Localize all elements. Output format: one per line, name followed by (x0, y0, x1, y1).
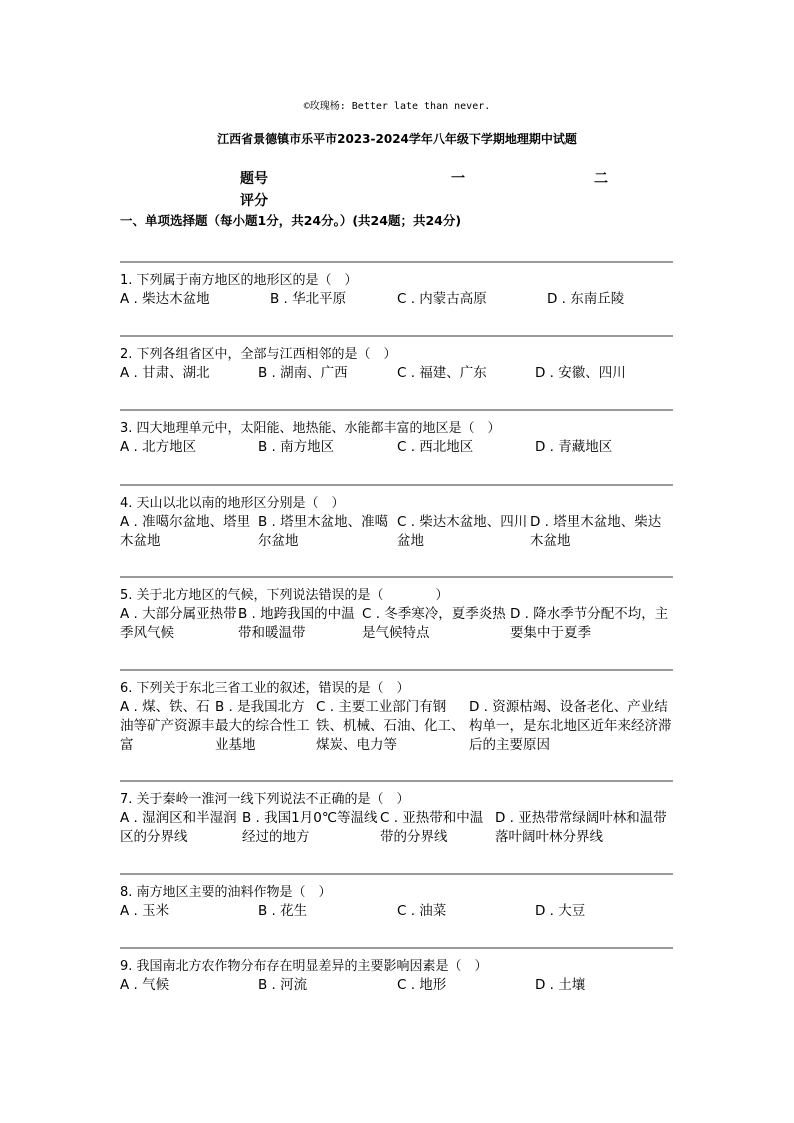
question-5 (120, 576, 673, 643)
option-b: B . 地跨我国的中温带和暖温带 (238, 606, 355, 641)
question-6 (120, 669, 673, 755)
option-d: D . 大豆 (535, 903, 586, 919)
option-a: A . 玉米 (120, 903, 170, 919)
option-a: A . 大部分属亚热带季风气候 (120, 606, 237, 641)
option-a: A . 北方地区 (120, 439, 197, 455)
divider (120, 947, 673, 949)
option-d: D . 亚热带常绿阔叶林和温带落叶阔叶林分界线 (495, 810, 667, 845)
score-col-one: 一 (451, 171, 465, 187)
option-d: D . 东南丘陵 (547, 291, 625, 307)
divider (120, 335, 673, 337)
option-a: A . 准噶尔盆地、塔里木盆地 (120, 514, 251, 549)
question-stem: 3. 四大地理单元中，太阳能、地热能、水能都丰富的地区是（ ） (120, 421, 501, 436)
option-b: B . 我国1月0℃等温线经过的地方 (242, 810, 378, 845)
option-b: B . 湖南、广西 (258, 365, 348, 381)
option-d: D . 资源枯竭、设备老化、产业结构单一，是东北地区近年来经济滞后的主要原因 (469, 699, 672, 753)
divider (120, 261, 673, 263)
option-c: C . 内蒙古高原 (397, 291, 487, 307)
question-stem: 2. 下列各组省区中，全部与江西相邻的是（ ） (120, 347, 397, 362)
option-d: D . 降水季节分配不均，主要集中于夏季 (510, 606, 669, 641)
option-b: B . 河流 (258, 977, 308, 993)
option-d: D . 塔里木盆地、柴达木盆地 (530, 514, 662, 549)
option-d: D . 安徽、四川 (535, 365, 626, 381)
question-7 (120, 780, 673, 847)
motto-line: ©玫瑰杨: Better late than never. (303, 101, 491, 112)
question-9 (120, 947, 673, 995)
question-stem: 5. 关于北方地区的气候，下列说法错误的是（ ） (120, 588, 449, 603)
divider (120, 576, 673, 578)
question-1 (120, 261, 673, 309)
score-label-score: 评分 (240, 193, 268, 209)
option-c: C . 冬季寒冷，夏季炎热是气候特点 (362, 606, 506, 641)
option-a: A . 气候 (120, 977, 170, 993)
option-c: C . 油菜 (397, 903, 447, 919)
option-c: C . 西北地区 (397, 439, 474, 455)
exam-title: 江西省景德镇市乐平市2023-2024学年八年级下学期地理期中试题 (217, 132, 577, 146)
option-b: B . 塔里木盆地、准噶尔盆地 (258, 514, 389, 549)
question-stem: 1. 下列属于南方地区的地形区的是（ ） (120, 273, 358, 288)
divider (120, 669, 673, 671)
divider (120, 484, 673, 486)
option-a: A . 煤、铁、石油等矿产资源丰富 (120, 699, 215, 753)
option-b: B . 华北平原 (270, 291, 347, 307)
option-c: C . 地形 (397, 977, 447, 993)
divider (120, 873, 673, 875)
option-c: C . 亚热带和中温带的分界线 (380, 810, 484, 845)
option-d: D . 青藏地区 (535, 439, 613, 455)
question-4 (120, 484, 673, 551)
question-stem: 6. 下列关于东北三省工业的叙述，错误的是（ ） (120, 681, 410, 696)
divider (120, 409, 673, 411)
option-d: D . 土壤 (535, 977, 586, 993)
option-a: A . 湿润区和半湿润区的分界线 (120, 810, 237, 845)
question-stem: 4. 天山以北以南的地形区分别是（ ） (120, 496, 345, 511)
option-c: C . 柴达木盆地、四川盆地 (397, 514, 528, 549)
option-c: C . 主要工业部门有钢铁、机械、石油、化工、煤炭、电力等 (316, 699, 465, 753)
question-3 (120, 409, 673, 457)
option-a: A . 柴达木盆地 (120, 291, 210, 307)
score-col-two: 二 (594, 171, 608, 187)
question-stem: 8. 南方地区主要的油料作物是（ ） (120, 885, 332, 900)
question-2 (120, 335, 673, 383)
question-8 (120, 873, 673, 921)
option-b: B . 南方地区 (258, 439, 335, 455)
section-heading: 一、单项选择题（每小题1分，共24分。）(共24题；共24分) (120, 213, 462, 228)
option-b: B . 花生 (258, 903, 308, 919)
score-label-question-no: 题号 (240, 171, 268, 187)
option-b: B . 是我国北方最大的综合性工业基地 (215, 699, 310, 753)
option-c: C . 福建、广东 (397, 365, 487, 381)
divider (120, 780, 673, 782)
option-a: A . 甘肃、湖北 (120, 365, 210, 381)
question-stem: 7. 关于秦岭一淮河一线下列说法不正确的是（ ） (120, 792, 410, 807)
question-stem: 9. 我国南北方农作物分布存在明显差异的主要影响因素是（ ） (120, 959, 488, 974)
